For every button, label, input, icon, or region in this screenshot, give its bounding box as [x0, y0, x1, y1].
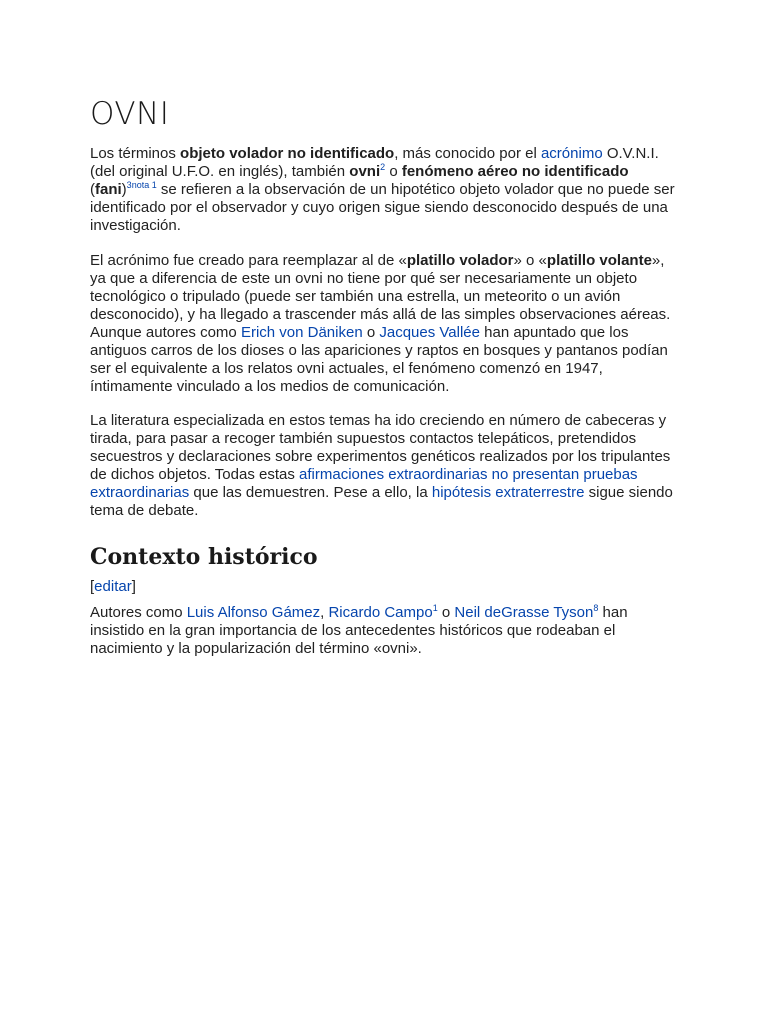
reference-sup: [127, 180, 157, 190]
page-title: OVNI: [90, 96, 170, 132]
link-acronimo[interactable]: acrónimo: [540, 145, 603, 163]
text: Autores como: [90, 603, 187, 621]
text: ,: [320, 603, 329, 621]
text: La literatura especializada en estos temas ha ido creciendo en número de cabeceras y tirada, para pasar a recoger también supuestos contactos telepáticos, pretendidos secuestros y declaraciones sobre experimentos genéticos realizados por los tripulantes de dichos objetos. Todas estas: [90, 412, 671, 484]
text: sigue siendo tema de debate.: [90, 484, 673, 520]
paragraph-history: [90, 604, 684, 658]
reference-link[interactable]: 1: [432, 602, 438, 613]
reference-link[interactable]: 8: [593, 602, 599, 613]
text: o: [362, 324, 380, 342]
text: que las demuestren. Pese a ello, la: [189, 484, 432, 502]
bracket: [: [90, 577, 95, 595]
bracket: ]: [131, 577, 136, 595]
reference-link[interactable]: 3: [126, 180, 132, 191]
link-afirmaciones-extraordinarias[interactable]: afirmaciones extraordinarias no presentan pruebas extraordinarias: [90, 466, 638, 502]
link-ricardo-campo[interactable]: Ricardo Campo: [328, 603, 433, 621]
text: Los términos: [90, 145, 181, 163]
bold-term: platillo volante: [546, 252, 652, 270]
link-neil-degrasse-tyson[interactable]: Neil deGrasse Tyson: [454, 603, 594, 621]
text: (: [90, 181, 95, 199]
link-hipotesis-extraterrestre[interactable]: hipótesis extraterrestre: [431, 484, 585, 502]
paragraph-literature: [90, 412, 684, 520]
text: El acrónimo fue creado para reemplazar al de «: [90, 252, 407, 270]
article: [90, 96, 684, 674]
note-link[interactable]: nota 1: [131, 180, 157, 191]
text: o: [385, 163, 402, 181]
text: , más conocido por el: [394, 145, 541, 163]
section-heading: Contexto histórico: [90, 544, 318, 571]
text: O.V.N.I. (del original U.F.O. en inglés), también: [90, 145, 659, 181]
text: han insistido en la gran importancia de los antecedentes históricos que rodeaban el nacimiento y la popularización del término «ovni».: [90, 603, 628, 657]
bold-term: fani: [95, 181, 122, 199]
bold-term: fenómeno aéreo no identificado: [401, 163, 629, 181]
reference-link[interactable]: 2: [380, 162, 386, 173]
link-erich-von-daniken[interactable]: Erich von Däniken: [240, 324, 363, 342]
paragraph-acronym: [90, 252, 684, 396]
bold-term: ovni: [349, 163, 381, 181]
text: » o «: [513, 252, 547, 270]
intro-paragraph: [90, 145, 684, 235]
text: se refieren a la observación de un hipotético objeto volador que no puede ser identificado por el observador y cuyo origen sigue siendo desconocido después de una investigación.: [90, 181, 675, 235]
text: », ya que a diferencia de este un ovni no tiene por qué ser necesariamente un objeto tecnológico o tripulado (puede ser también una estrella, un meteorito o un avión desconocido), y ha llegado a trascender más allá de las simples observaciones aéreas. Aunque autores como: [90, 252, 671, 342]
text: han apuntado que los antiguos carros de los dioses o las apariciones y raptos en bosques y pantanos podían ser el equivalente a los relatos ovni actuales, el fenómeno comenzó en 1947, íntimamente vinculado a los medios de comunicación.: [90, 324, 668, 396]
edit-section: [90, 578, 684, 596]
link-luis-alfonso-gamez[interactable]: Luis Alfonso Gámez: [186, 603, 321, 621]
edit-link[interactable]: editar: [94, 577, 132, 595]
text: o: [437, 603, 455, 621]
bold-term: platillo volador: [406, 252, 514, 270]
link-jacques-vallee[interactable]: Jacques Vallée: [379, 324, 480, 342]
bold-term: objeto volador no identificado: [180, 145, 395, 163]
text: ): [121, 181, 127, 199]
